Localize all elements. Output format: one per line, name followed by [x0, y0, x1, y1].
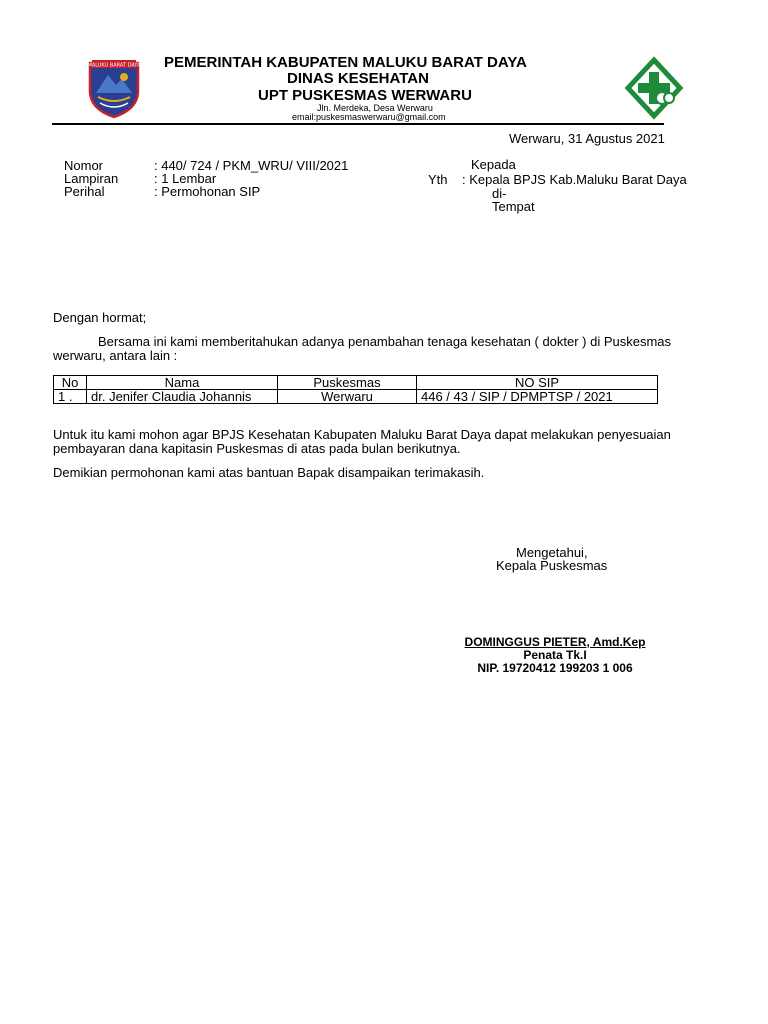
cell-puskesmas: Werwaru [278, 390, 417, 404]
recipient-kepada: Kepada [471, 157, 516, 172]
closing-sentence: Demikian permohonan kami atas bantuan Bapak disampaikan terimakasih. [53, 465, 485, 480]
signature-block [430, 636, 680, 675]
letterhead-email: email:puskesmaswerwaru@gmail.com [292, 112, 446, 122]
paragraph2-line2: pembayaran dana kapitasin Puskesmas di atas pada bulan berikutnya. [53, 441, 461, 456]
regency-emblem [86, 57, 142, 119]
meta-label-lampiran: Lampiran [64, 171, 119, 186]
recipient-name: : Kepala BPJS Kab.Maluku Barat Daya [462, 172, 687, 187]
meta-label-perihal: Perihal [64, 184, 105, 199]
cell-nosip: 446 / 43 / SIP / DPMPTSP / 2021 [417, 390, 658, 404]
emblem-text: MALUKU BARAT DAYA [87, 62, 141, 69]
paragraph2-line1: Untuk itu kami mohon agar BPJS Kesehatan Kabupaten Maluku Barat Daya dapat melakukan penyesuaian [53, 427, 671, 442]
table-row [54, 390, 658, 404]
greeting: Dengan hormat; [53, 310, 147, 325]
letterhead-line2: DINAS KESEHATAN [287, 70, 429, 87]
paragraph1-line1: Bersama ini kami memberitahukan adanya penambahan tenaga kesehatan ( dokter ) di Puskesmas [98, 334, 672, 349]
col-header-no: No [54, 376, 87, 390]
cell-nama: dr. Jenifer Claudia Johannis [87, 390, 278, 404]
meta-value-perihal: : Permohonan SIP [154, 184, 261, 199]
meta-label-nomor: Nomor [64, 158, 104, 173]
col-header-nosip: NO SIP [417, 376, 658, 390]
recipient-tempat: Tempat [492, 199, 535, 214]
table-header-row [54, 376, 658, 390]
letterhead-line3: UPT PUSKESMAS WERWARU [258, 87, 472, 104]
letter-date: Werwaru, 31 Agustus 2021 [509, 131, 665, 146]
recipient-di: di- [492, 186, 507, 201]
col-header-puskesmas: Puskesmas [278, 376, 417, 390]
sip-table [53, 375, 658, 404]
signature-name: DOMINGGUS PIETER, Amd.Kep [464, 635, 646, 649]
meta-value-lampiran: : 1 Lembar [154, 171, 217, 186]
signature-nip: NIP. 19720412 199203 1 006 [477, 661, 633, 675]
cell-no: 1 . [54, 390, 87, 404]
paragraph1-line2: werwaru, antara lain : [53, 348, 178, 363]
signature-acknowledged: Mengetahui, [516, 545, 588, 560]
letterhead-address: Jln. Merdeka, Desa Werwaru [317, 103, 433, 113]
meta-value-nomor: : 440/ 724 / PKM_WRU/ VIII/2021 [154, 158, 349, 173]
recipient-yth: Yth [428, 172, 448, 187]
letterhead-line1: PEMERINTAH KABUPATEN MALUKU BARAT DAYA [164, 54, 527, 71]
signature-title: Kepala Puskesmas [496, 558, 608, 573]
col-header-nama: Nama [87, 376, 278, 390]
puskesmas-logo [620, 56, 688, 120]
signature-rank: Penata Tk.I [523, 648, 587, 662]
letterhead-divider [52, 123, 664, 125]
